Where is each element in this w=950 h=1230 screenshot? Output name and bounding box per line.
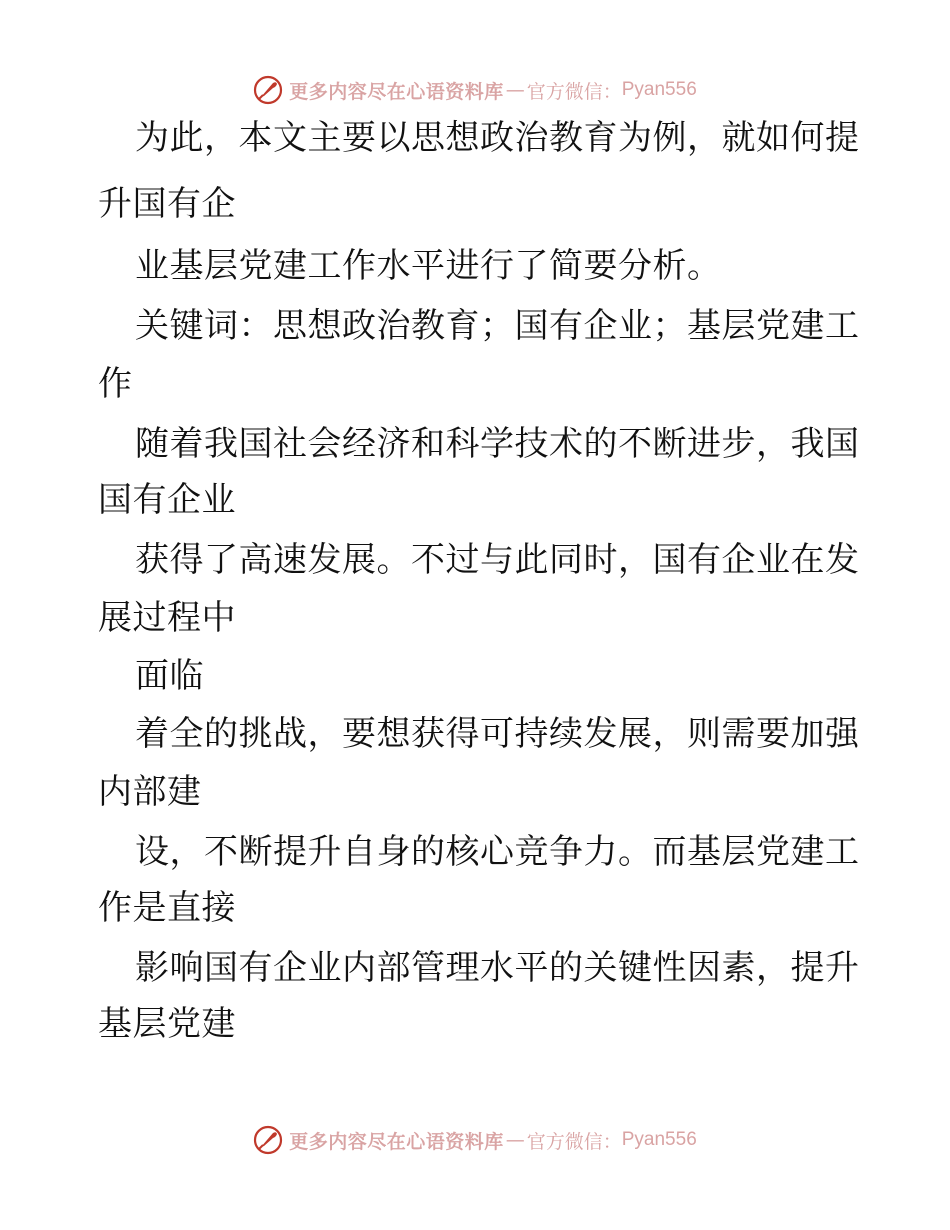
body-line: 作是直接 [98,888,236,928]
footer-wechat-label: 官方微信： [526,1130,622,1153]
footer-brand: 更多内容尽在心语资料库 [289,1130,504,1153]
header-wechat-label: 官方微信： [526,80,622,103]
footer-watermark [0,1122,950,1158]
quill-pen-logo-icon [253,75,283,105]
body-line: 为此，本文主要以思想政治教育为例，就如何提 [135,118,860,158]
body-line: 着全的挑战，要想获得可持续发展，则需要加强 [135,714,860,754]
body-line: 关键词：思想政治教育；国有企业；基层党建工 [135,306,860,346]
body-line: 随着我国社会经济和科学技术的不断进步，我国 [135,424,860,464]
body-line: 获得了高速发展。不过与此同时，国有企业在发 [135,540,860,580]
header-brand: 更多内容尽在心语资料库 [289,80,504,103]
body-line: 基层党建 [98,1004,236,1044]
body-line: 国有企业 [98,480,236,520]
header-wechat-id: Pyan556 [621,79,697,100]
quill-pen-logo-icon [253,1125,283,1155]
body-line: 面临 [135,656,204,696]
body-line: 设，不断提升自身的核心竞争力。而基层党建工 [135,832,860,872]
body-line: 展过程中 [98,598,236,638]
body-line: 内部建 [98,772,202,812]
body-line: 影响国有企业内部管理水平的关键性因素，提升 [135,948,860,988]
header-watermark [0,72,950,108]
footer-wechat-id: Pyan556 [621,1129,697,1150]
body-line: 升国有企 [98,184,236,224]
header-separator: — [505,79,525,101]
footer-separator: — [505,1129,525,1151]
body-line: 业基层党建工作水平进行了简要分析。 [135,246,722,286]
body-line: 作 [98,364,133,404]
